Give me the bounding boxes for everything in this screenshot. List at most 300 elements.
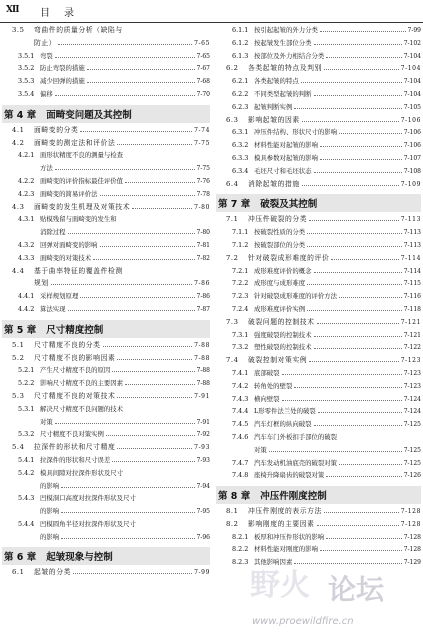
entry-number: 7.2 bbox=[226, 253, 239, 262]
entry-number: 4.4.2 bbox=[18, 304, 35, 313]
entry-title: 按部位及外力相结合分类 bbox=[254, 51, 325, 60]
entry-number: 8.2.3 bbox=[232, 558, 249, 567]
toc-subsection-entry bbox=[2, 254, 210, 267]
entry-title: 弯裂 bbox=[40, 51, 53, 60]
dot-leader bbox=[339, 460, 402, 465]
entry-number: 7.3.1 bbox=[232, 330, 249, 339]
entry-title: 破裂问题的控制技术 bbox=[248, 317, 315, 326]
entry-page-number: 7-104 bbox=[403, 52, 421, 60]
entry-number: 8.1 bbox=[226, 507, 239, 516]
entry-page-number: 7-70 bbox=[196, 90, 210, 98]
entry-number: 7.4.6 bbox=[232, 432, 249, 441]
entry-title: 成形度与成形难度 bbox=[254, 279, 306, 288]
entry-page-number: 7-109 bbox=[400, 180, 421, 188]
dot-leader bbox=[317, 521, 399, 526]
entry-title: 尺寸精度不良的分类 bbox=[34, 340, 101, 349]
entry-page-number: 7-128 bbox=[400, 520, 421, 528]
dot-leader bbox=[309, 216, 399, 221]
toc-subsection-entry bbox=[2, 379, 210, 392]
entry-number: 5.3.2 bbox=[18, 430, 35, 439]
toc-entry-continuation bbox=[2, 228, 210, 241]
toc-subsection-entry bbox=[216, 382, 421, 395]
entry-page-number: 7-95 bbox=[196, 508, 210, 516]
entry-number: 8.2.2 bbox=[232, 545, 249, 554]
entry-number: 7.2.2 bbox=[232, 279, 249, 288]
chapter-title: 面畸变问题及其控制 bbox=[46, 109, 132, 121]
entry-title: 对策 bbox=[40, 417, 53, 426]
watermark-logo: 野火 bbox=[250, 568, 310, 603]
dot-leader bbox=[302, 117, 399, 122]
entry-page-number: 7-116 bbox=[403, 293, 421, 301]
toc-entry-continuation bbox=[2, 279, 210, 292]
dot-leader bbox=[307, 229, 402, 234]
dot-leader bbox=[339, 129, 402, 134]
toc-subsection-entry bbox=[216, 26, 421, 39]
entry-page-number: 7-92 bbox=[196, 431, 210, 439]
dot-leader bbox=[87, 78, 195, 83]
entry-number: 6.2.2 bbox=[232, 89, 249, 98]
toc-subsection-entry bbox=[216, 459, 421, 472]
entry-page-number: 7-74 bbox=[194, 126, 210, 134]
entry-page-number: 7-82 bbox=[196, 254, 210, 262]
entry-page-number: 7-91 bbox=[196, 418, 210, 426]
entry-title: 产生尺寸精度不良的原因 bbox=[40, 366, 111, 375]
dot-leader bbox=[314, 332, 402, 337]
toc-subsection-entry bbox=[2, 494, 210, 507]
toc-entry-continuation bbox=[2, 533, 210, 546]
entry-number: 5.1 bbox=[12, 340, 25, 349]
entry-page-number: 7-104 bbox=[403, 78, 421, 86]
toc-section-entry bbox=[2, 341, 210, 354]
entry-title: 规划 bbox=[34, 279, 49, 288]
entry-number: 7.3 bbox=[226, 317, 239, 326]
entry-number: 7.4.5 bbox=[232, 420, 249, 429]
entry-title: 对策 bbox=[254, 445, 267, 454]
dot-leader bbox=[309, 357, 399, 362]
dot-leader bbox=[326, 534, 401, 539]
toc-section-entry bbox=[2, 26, 210, 39]
dot-leader bbox=[314, 91, 402, 96]
toc-right-column bbox=[216, 26, 421, 635]
entry-title: 冲压件刚度的表示方法 bbox=[248, 507, 322, 516]
entry-number: 6.2.1 bbox=[232, 77, 249, 86]
entry-number: 4.3.2 bbox=[18, 240, 35, 249]
dot-leader bbox=[314, 268, 402, 273]
dot-leader bbox=[117, 140, 192, 145]
dot-leader bbox=[112, 457, 194, 462]
toc-entry-continuation bbox=[2, 507, 210, 520]
entry-page-number: 7-104 bbox=[403, 90, 421, 98]
entry-page-number: 7-106 bbox=[400, 116, 421, 124]
entry-page-number: 7-128 bbox=[403, 546, 421, 554]
entry-number: 5.3 bbox=[12, 391, 25, 400]
chapter-title: 冲压件刚度控制 bbox=[260, 491, 327, 503]
toc-subsection-entry bbox=[216, 433, 421, 446]
entry-page-number: 7-118 bbox=[403, 305, 421, 313]
entry-title: 模具间隙对拉深件形状及尺寸 bbox=[40, 468, 124, 477]
dot-leader bbox=[314, 344, 402, 349]
toc-entry-continuation bbox=[2, 39, 210, 52]
entry-title: 起皱的分类 bbox=[34, 568, 71, 577]
dot-leader bbox=[55, 419, 195, 424]
dot-leader bbox=[326, 53, 401, 58]
entry-page-number: 7-124 bbox=[403, 408, 421, 416]
entry-page-number: 7-87 bbox=[196, 305, 210, 313]
entry-title: 消除起皱的措施 bbox=[248, 179, 300, 188]
dot-leader bbox=[55, 165, 195, 170]
entry-page-number: 7-123 bbox=[400, 357, 421, 365]
entry-title: 不同类型起皱的判断 bbox=[254, 89, 312, 98]
dot-leader bbox=[318, 408, 402, 413]
entry-number: 4.4.1 bbox=[18, 292, 35, 301]
dot-leader bbox=[117, 444, 192, 449]
entry-title: 面畸变的发生机理及对策技术 bbox=[34, 202, 131, 211]
dot-leader bbox=[314, 421, 402, 426]
entry-page-number: 7-105 bbox=[403, 103, 421, 111]
entry-title: 按破裂部位的分类 bbox=[254, 240, 306, 249]
entry-title: 横向壁裂 bbox=[254, 394, 280, 403]
entry-title: 针对破裂成形难度的评价方法 bbox=[254, 292, 338, 301]
dot-leader bbox=[68, 229, 195, 234]
watermark-text: 论坛 bbox=[328, 573, 385, 606]
entry-title: 的影响 bbox=[40, 481, 60, 490]
toc-subsection-entry bbox=[2, 177, 210, 190]
chapter-number: 第 5 章 bbox=[4, 324, 37, 336]
entry-title: 面畸变的对策技术 bbox=[40, 253, 92, 262]
dot-leader bbox=[117, 355, 192, 360]
toc-subsection-entry bbox=[216, 77, 421, 90]
toc-subsection-entry bbox=[216, 279, 421, 292]
entry-number: 4.1 bbox=[12, 125, 25, 134]
entry-title: 偏移 bbox=[40, 89, 53, 98]
entry-number: 6.1.2 bbox=[232, 38, 249, 47]
entry-number: 3.5.1 bbox=[18, 51, 35, 60]
entry-number: 4.4 bbox=[12, 266, 25, 275]
dot-leader bbox=[61, 483, 194, 488]
entry-number: 7.2.3 bbox=[232, 292, 249, 301]
dot-leader bbox=[55, 53, 195, 58]
dot-leader bbox=[331, 255, 398, 260]
entry-page-number: 7-121 bbox=[400, 318, 421, 326]
entry-page-number: 7-113 bbox=[403, 241, 421, 249]
entry-title: 尺寸精度不良的对策技术 bbox=[34, 391, 116, 400]
toc-section-entry bbox=[2, 267, 210, 280]
entry-title: 面畸变的简易评价法 bbox=[40, 189, 98, 198]
entry-title: 冲压件结构、形状尺寸的影响 bbox=[254, 128, 338, 137]
dot-leader bbox=[61, 534, 194, 539]
entry-page-number: 7-129 bbox=[403, 559, 421, 567]
dot-leader bbox=[320, 546, 402, 551]
entry-number: 3.5.4 bbox=[18, 89, 35, 98]
entry-page-number: 7-122 bbox=[403, 344, 421, 352]
toc-subsection-entry bbox=[2, 469, 210, 482]
toc-subsection-entry bbox=[216, 471, 421, 484]
entry-title: 采样规划原理 bbox=[40, 292, 79, 301]
dot-leader bbox=[324, 508, 399, 513]
entry-number: 6.2 bbox=[226, 64, 239, 73]
entry-title: 模具参数对起皱的影响 bbox=[254, 153, 318, 162]
entry-title: 影响刚度的主要因素 bbox=[248, 519, 315, 528]
entry-title: 按引起起皱的外力分类 bbox=[254, 26, 318, 34]
entry-page-number: 7-114 bbox=[403, 267, 421, 275]
toc-section-entry bbox=[216, 520, 421, 533]
toc-subsection-entry bbox=[2, 456, 210, 469]
toc-section-entry bbox=[216, 116, 421, 129]
entry-title: 各类起皱的特点及判别 bbox=[248, 64, 322, 73]
entry-title: 毛坯尺寸和毛坯状态 bbox=[254, 166, 312, 175]
dot-leader bbox=[100, 242, 195, 247]
entry-page-number: 7-80 bbox=[194, 203, 210, 211]
dot-leader bbox=[282, 370, 402, 375]
entry-page-number: 7-67 bbox=[196, 65, 210, 73]
entry-page-number: 7-93 bbox=[196, 456, 210, 464]
toc-section-entry bbox=[216, 180, 421, 193]
entry-number: 7.1.2 bbox=[232, 240, 249, 249]
entry-title: 弯曲件的质量分析（缺陷与 bbox=[34, 26, 123, 34]
dot-leader bbox=[301, 78, 402, 83]
chapter-title: 起皱现象与控制 bbox=[46, 552, 113, 564]
entry-page-number: 7-88 bbox=[196, 367, 210, 375]
entry-page-number: 7-91 bbox=[194, 392, 210, 400]
entry-page-number: 7-124 bbox=[403, 395, 421, 403]
entry-page-number: 7-80 bbox=[196, 229, 210, 237]
entry-page-number: 7-106 bbox=[403, 129, 421, 137]
toc-subsection-entry bbox=[216, 39, 421, 52]
entry-number: 3.5 bbox=[12, 26, 25, 34]
dot-leader bbox=[326, 472, 401, 477]
entry-page-number: 7-94 bbox=[196, 482, 210, 490]
entry-number: 6.3.4 bbox=[232, 166, 249, 175]
entry-number: 7.3.2 bbox=[232, 343, 249, 352]
toc-section-entry bbox=[2, 392, 210, 405]
entry-page-number: 7-114 bbox=[400, 254, 421, 262]
dot-leader bbox=[80, 293, 194, 298]
dot-leader bbox=[117, 393, 192, 398]
toc-subsection-entry bbox=[216, 331, 421, 344]
entry-title: 成形难度评价实例 bbox=[254, 304, 306, 313]
dot-leader bbox=[106, 431, 195, 436]
entry-number: 5.2.2 bbox=[18, 379, 35, 388]
entry-page-number: 7-115 bbox=[403, 280, 421, 288]
dot-leader bbox=[58, 40, 192, 45]
entry-number: 6.3.1 bbox=[232, 128, 249, 137]
toc-section-entry bbox=[2, 354, 210, 367]
entry-title: 凹模洞口高度对拉深件形状及尺寸 bbox=[40, 494, 136, 503]
entry-page-number: 7-99 bbox=[194, 569, 210, 577]
toc-subsection-entry bbox=[2, 366, 210, 379]
dot-leader bbox=[302, 181, 399, 186]
entry-page-number: 7-75 bbox=[194, 139, 210, 147]
chapter-number: 第 8 章 bbox=[218, 491, 251, 503]
entry-page-number: 7-113 bbox=[403, 229, 421, 237]
toc-entry-continuation bbox=[2, 164, 210, 177]
toc-subsection-entry bbox=[216, 128, 421, 141]
entry-page-number: 7-76 bbox=[196, 177, 210, 185]
chapter-heading bbox=[2, 105, 210, 123]
entry-number: 4.2.3 bbox=[18, 189, 35, 198]
dot-leader bbox=[320, 27, 406, 32]
entry-title: 板厚和冲压件形状的影响 bbox=[254, 532, 325, 541]
chapter-title: 破裂及其控制 bbox=[260, 199, 318, 211]
entry-page-number: 7-113 bbox=[400, 216, 421, 224]
entry-number: 5.4.2 bbox=[18, 468, 35, 477]
entry-title: 强度破裂的控制技术 bbox=[254, 330, 312, 339]
toc-subsection-entry bbox=[216, 103, 421, 116]
entry-title: 尺寸精度不良对策实例 bbox=[40, 430, 104, 439]
toc-section-entry bbox=[216, 254, 421, 267]
entry-number: 6.1.1 bbox=[232, 26, 249, 34]
toc-subsection-entry bbox=[216, 369, 421, 382]
entry-page-number: 7-88 bbox=[194, 354, 210, 362]
entry-number: 6.1.3 bbox=[232, 51, 249, 60]
entry-title: 材料性能对刚度的影响 bbox=[254, 545, 318, 554]
toc-section-entry bbox=[2, 139, 210, 152]
entry-number: 7.4.3 bbox=[232, 394, 249, 403]
watermark-url: www.proewildfire.cn bbox=[252, 616, 354, 627]
entry-page-number: 7-125 bbox=[403, 446, 421, 454]
entry-number: 5.3.1 bbox=[18, 404, 35, 413]
toc-section-entry bbox=[2, 203, 210, 216]
entry-page-number: 7-96 bbox=[196, 533, 210, 541]
entry-number: 6.3.3 bbox=[232, 153, 249, 162]
toc-subsection-entry bbox=[2, 52, 210, 65]
dot-leader bbox=[307, 242, 402, 247]
entry-number: 6.1 bbox=[12, 568, 25, 577]
entry-number: 4.3.3 bbox=[18, 253, 35, 262]
toc-subsection-entry bbox=[216, 167, 421, 180]
entry-page-number: 7-107 bbox=[403, 154, 421, 162]
toc-section-entry bbox=[216, 318, 421, 331]
entry-title: 材料性能对起皱的影响 bbox=[254, 141, 318, 150]
toc-entry-continuation bbox=[2, 418, 210, 431]
entry-page-number: 7-123 bbox=[403, 369, 421, 377]
toc-subsection-entry bbox=[216, 395, 421, 408]
page-header bbox=[0, 0, 423, 24]
entry-number: 7.2.4 bbox=[232, 304, 249, 313]
entry-title: 破裂控制对策实例 bbox=[248, 356, 308, 365]
entry-title: 起皱判断实例 bbox=[254, 102, 293, 111]
entry-page-number: 7-125 bbox=[403, 459, 421, 467]
toc-subsection-entry bbox=[2, 190, 210, 203]
entry-number: 4.3.1 bbox=[18, 215, 35, 224]
chapter-heading bbox=[2, 320, 210, 338]
chapter-heading bbox=[216, 194, 421, 212]
entry-number: 7.1.1 bbox=[232, 228, 249, 237]
entry-title: 各类起皱的特点 bbox=[254, 77, 299, 86]
toc-subsection-entry bbox=[216, 228, 421, 241]
entry-title: 基于曲率特征的覆盖件检测 bbox=[34, 266, 123, 275]
dot-leader bbox=[80, 127, 192, 132]
entry-title: 凹模圆角半径对拉深件形状及尺寸 bbox=[40, 519, 136, 528]
dot-leader bbox=[68, 306, 195, 311]
toc-left-column bbox=[2, 26, 210, 635]
entry-page-number: 7-78 bbox=[196, 190, 210, 198]
toc-section-entry bbox=[216, 507, 421, 520]
entry-number: 8.2 bbox=[226, 519, 239, 528]
dot-leader bbox=[294, 104, 401, 109]
chapter-title: 尺寸精度控制 bbox=[46, 324, 104, 336]
entry-title: 汽车车门外板扣手部位的破裂 bbox=[254, 432, 338, 441]
entry-title: 防止） bbox=[34, 38, 57, 47]
toc-section-entry bbox=[216, 215, 421, 228]
toc-subsection-entry bbox=[2, 520, 210, 533]
entry-number: 3.5.2 bbox=[18, 64, 35, 73]
dot-leader bbox=[282, 396, 402, 401]
entry-page-number: 7-88 bbox=[194, 341, 210, 349]
toc-entry-continuation bbox=[2, 482, 210, 495]
toc-subsection-entry bbox=[2, 430, 210, 443]
toc-subsection-entry bbox=[216, 241, 421, 254]
entry-number: 3.5.3 bbox=[18, 77, 35, 86]
entry-title: 汽车灯框的纵向破裂 bbox=[254, 420, 312, 429]
toc-section-entry bbox=[216, 64, 421, 77]
entry-title: 面畸变的测定法和评价法 bbox=[34, 138, 116, 147]
entry-number: 7.4.7 bbox=[232, 458, 249, 467]
entry-page-number: 7-128 bbox=[403, 533, 421, 541]
toc-subsection-entry bbox=[216, 52, 421, 65]
entry-title: 其他影响因素 bbox=[254, 558, 293, 567]
dot-leader bbox=[112, 367, 194, 372]
chapter-number: 第 4 章 bbox=[4, 109, 37, 121]
entry-number: 7.4.8 bbox=[232, 471, 249, 480]
entry-number: 4.3 bbox=[12, 202, 25, 211]
chapter-heading bbox=[216, 486, 421, 504]
toc-subsection-entry bbox=[2, 241, 210, 254]
toc-subsection-entry bbox=[2, 64, 210, 77]
forum-watermark bbox=[250, 560, 420, 632]
entry-number: 5.4 bbox=[12, 443, 25, 452]
toc-subsection-entry bbox=[2, 90, 210, 103]
entry-page-number: 7-65 bbox=[196, 52, 210, 60]
entry-title: 的影响 bbox=[40, 532, 60, 541]
dot-leader bbox=[307, 306, 402, 311]
entry-number: 6.3.2 bbox=[232, 141, 249, 150]
toc-subsection-entry bbox=[216, 533, 421, 546]
entry-number: 6.3 bbox=[226, 115, 239, 124]
entry-number: 5.2.1 bbox=[18, 366, 35, 375]
dot-leader bbox=[61, 508, 194, 513]
dot-leader bbox=[307, 280, 402, 285]
entry-title: 的影响 bbox=[40, 507, 60, 516]
dot-leader bbox=[314, 40, 402, 45]
entry-page-number: 7-68 bbox=[196, 78, 210, 86]
dot-leader bbox=[320, 142, 402, 147]
dot-leader bbox=[314, 168, 402, 173]
entry-number: 7.4.1 bbox=[232, 368, 249, 377]
chapter-heading bbox=[2, 547, 210, 565]
dot-leader bbox=[93, 255, 194, 260]
entry-title: 面畸变的评价指标最佳评价值 bbox=[40, 176, 124, 185]
entry-page-number: 7-106 bbox=[403, 142, 421, 150]
entry-title: 影响起皱的因素 bbox=[248, 115, 300, 124]
entry-title: L形零件法兰处的破裂 bbox=[254, 407, 316, 416]
entry-title: 算法实现 bbox=[40, 304, 66, 313]
dot-leader bbox=[100, 191, 195, 196]
entry-page-number: 7-75 bbox=[196, 165, 210, 173]
entry-title: 拉深件的形状和尺寸误差 bbox=[40, 455, 111, 464]
entry-number: 5.4.1 bbox=[18, 455, 35, 464]
toc-section-entry bbox=[2, 126, 210, 139]
entry-page-number: 7-88 bbox=[196, 380, 210, 388]
entry-title: 回弹对面畸变的影响 bbox=[40, 240, 98, 249]
dot-leader bbox=[132, 204, 192, 209]
entry-number: 7.4 bbox=[226, 356, 239, 365]
entry-number: 7.4.2 bbox=[232, 381, 249, 390]
entry-page-number: 7-81 bbox=[196, 241, 210, 249]
toc-subsection-entry bbox=[2, 305, 210, 318]
entry-title: 影响尺寸精度不良的主要因素 bbox=[40, 379, 124, 388]
header-rule bbox=[0, 22, 423, 23]
